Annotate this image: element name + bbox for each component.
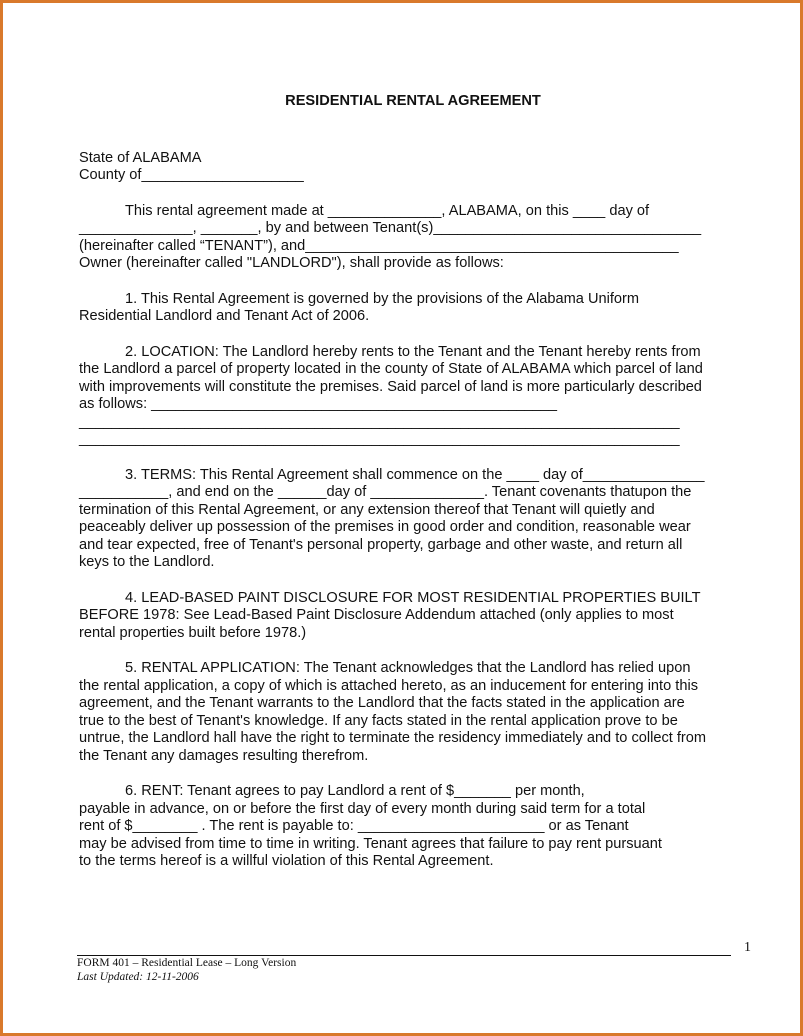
section-line: to the terms hereof is a willful violation of this Rental Agreement. [79, 853, 494, 869]
section-line: rental properties built before 1978.) [79, 624, 307, 641]
section-line: the Tenant any damages resulting therefrom. [79, 747, 369, 764]
section-line: payable in advance, on or before the first day of every month during said term for a total [79, 800, 646, 817]
section-line: keys to the Landlord. [79, 554, 215, 570]
section-rental-application [79, 660, 747, 765]
form-label: FORM 401 – Residential Lease – Long Version [77, 957, 297, 969]
section-line: the Landlord a parcel of property located in the county of State of ALABAMA which parcel of land [79, 361, 703, 377]
section-line: may be advised from time to time in writing. Tenant agrees that failure to pay rent pursuant [79, 835, 662, 852]
section-line: 2. LOCATION: The Landlord hereby rents to the Tenant and the Tenant hereby rents from [125, 343, 701, 360]
section-line: and tear expected, free of Tenant's personal property, garbage and other waste, and return all [79, 536, 683, 553]
section-governing-law [79, 291, 747, 326]
intro-block [79, 203, 747, 273]
header-block [79, 150, 747, 185]
intro-line: This rental agreement made at ______________, ALABAMA, on this ____ day of [125, 202, 650, 219]
section-line: rent of $________ . The rent is payable to: _______________________ or as Tenant [79, 818, 629, 834]
section-terms [79, 467, 747, 572]
last-updated: Last Updated: 12-11-2006 [77, 971, 199, 983]
section-line: 6. RENT: Tenant agrees to pay Landlord a rent of $_______ per month, [125, 783, 585, 799]
section-line: BEFORE 1978: See Lead-Based Paint Disclosure Addendum attached (only applies to most [79, 607, 674, 623]
section-line: with improvements will constitute the premises. Said parcel of land is more particularly described [79, 378, 702, 395]
section-line: the rental application, a copy of which is attached hereto, as an inducement for entering into this [79, 677, 698, 694]
section-line: agreement, and the Tenant warrants to the Landlord that the facts stated in the application are [79, 695, 685, 711]
section-location [79, 344, 747, 449]
section-rent [79, 783, 747, 871]
section-line: ___________, and end on the ______day of ______________. Tenant covenants thatupon the [79, 484, 692, 500]
section-line: __________________________________________________________________________ [79, 431, 680, 447]
section-line: 5. RENTAL APPLICATION: The Tenant acknowledges that the Landlord has relied upon [125, 660, 691, 676]
section-line: 1. This Rental Agreement is governed by the provisions of the Alabama Uniform [125, 290, 640, 307]
section-lead-paint [79, 590, 747, 643]
section-line: Residential Landlord and Tenant Act of 2006. [79, 308, 370, 324]
page-number: 1 [744, 940, 751, 955]
section-line: 3. TERMS: This Rental Agreement shall commence on the ____ day of_______________ [125, 466, 705, 483]
intro-line: Owner (hereinafter called "LANDLORD"), shall provide as follows: [79, 255, 504, 271]
section-line: untrue, the Landlord hall have the right to terminate the residency immediately and to collect from [79, 730, 707, 746]
document-title: RESIDENTIAL RENTAL AGREEMENT [285, 93, 541, 109]
state-line: State of ALABAMA [79, 149, 202, 166]
section-line: termination of this Rental Agreement, or any extension thereof that Tenant will quietly and [79, 501, 655, 518]
intro-line: (hereinafter called “TENANT”), and______________________________________________ [79, 237, 679, 254]
section-line: true to the best of Tenant's knowledge. If any facts stated in the rental application prove to be [79, 712, 678, 729]
section-line: as follows: __________________________________________________ [79, 396, 558, 412]
section-line: 4. LEAD-BASED PAINT DISCLOSURE FOR MOST RESIDENTIAL PROPERTIES BUILT [125, 589, 701, 606]
document-page [79, 93, 747, 889]
intro-line: ______________, _______, by and between Tenant(s)_________________________________ [79, 220, 702, 236]
county-line: County of____________________ [79, 167, 304, 183]
page-footer [77, 940, 765, 984]
section-line: peaceably deliver up possession of the premises in good order and condition, reasonable wear [79, 519, 691, 535]
section-line: __________________________________________________________________________ [79, 413, 680, 430]
